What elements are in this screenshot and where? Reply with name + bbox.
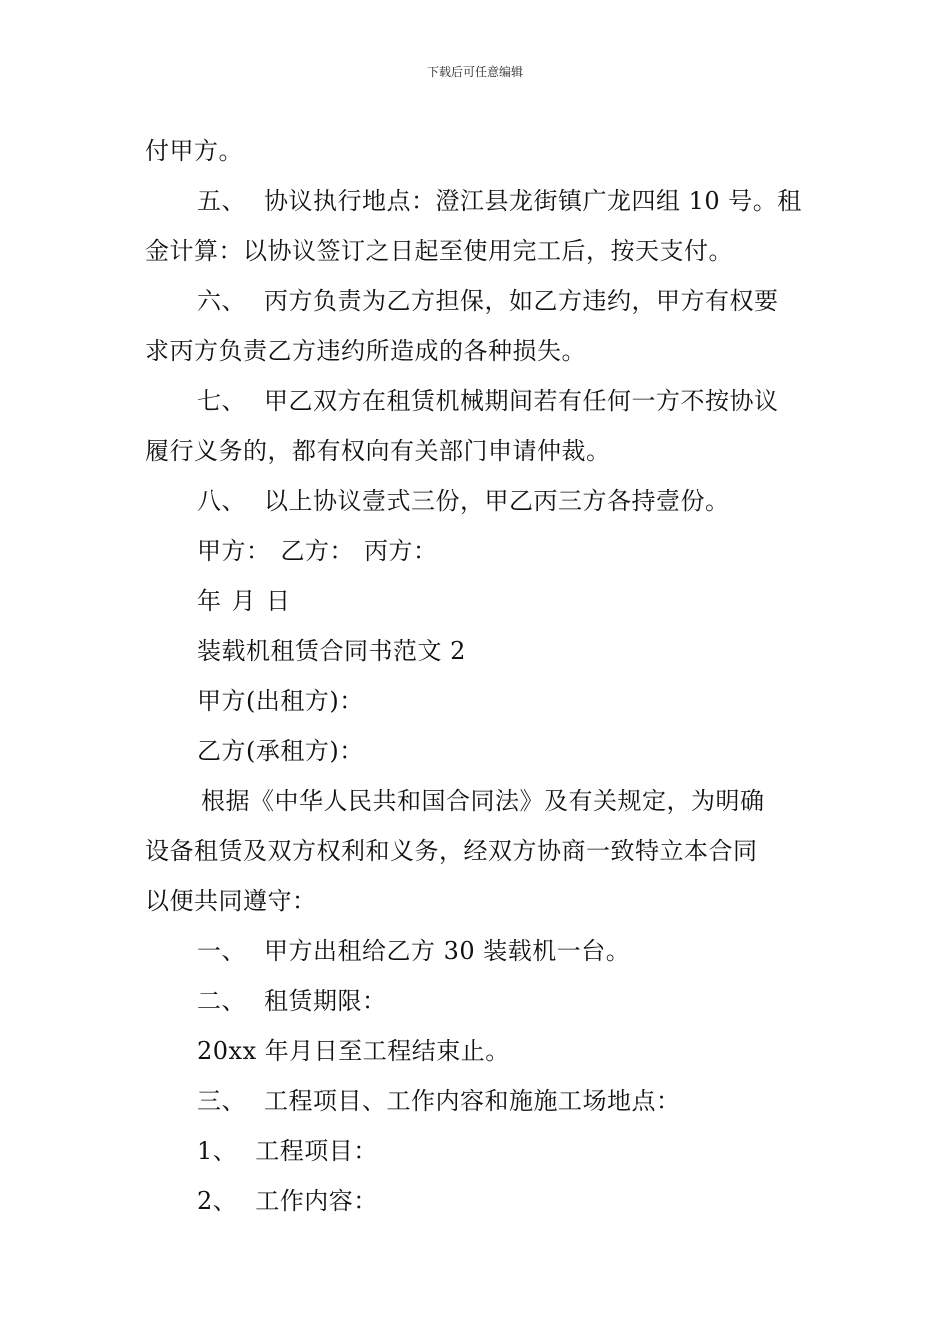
page-header: 下载后可任意编辑: [426, 65, 523, 79]
clause-number: 一、: [197, 937, 246, 965]
clause-6-line-2: 求丙方负责乙方违约所造成的各种损失。: [145, 337, 586, 365]
sub-item-1: [145, 1126, 810, 1176]
date-line: [145, 576, 810, 626]
clause-text: 甲乙双方在租赁机械期间若有任何一方不按协议: [264, 387, 779, 415]
clause-text: 工程项目、工作内容和施施工场地点：: [264, 1087, 681, 1115]
sub-item-number: 1、: [197, 1137, 238, 1165]
signature-party-b: 乙方：: [280, 537, 354, 565]
clause-7-line-1: [145, 376, 810, 426]
signature-line: [145, 526, 810, 576]
date-month: 月: [231, 587, 256, 615]
clause-text: 丙方负责为乙方担保，如乙方违约，甲方有权要: [264, 287, 779, 315]
contract-clause-2: [145, 976, 810, 1026]
section-title: 装载机租赁合同书范文 2: [197, 637, 466, 665]
signature-party-a: 甲方：: [197, 537, 271, 565]
clause-number: 二、: [197, 987, 246, 1015]
clause-number: 八、: [197, 487, 246, 515]
clause-5-line-1: [145, 176, 810, 226]
clause-6-line-1: [145, 276, 810, 326]
intro-line-3: 以便共同遵守：: [145, 887, 317, 915]
lease-period-detail: 20xx 年月日至工程结束止。: [197, 1037, 510, 1065]
intro-line-2: 设备租赁及双方权利和义务，经双方协商一致特立本合同: [145, 837, 758, 865]
date-year: 年: [197, 587, 222, 615]
party-a-label: 甲方(出租方)：: [197, 687, 364, 715]
signature-party-c: 丙方：: [364, 537, 438, 565]
clause-text: 甲方出租给乙方 30 装载机一台。: [264, 937, 631, 965]
party-b-label: 乙方(承租方)：: [197, 737, 364, 765]
intro-line-1: 根据《中华人民共和国合同法》及有关规定，为明确: [201, 787, 765, 815]
clause-5-line-2: 金计算：以协议签订之日起至使用完工后，按天支付。: [145, 237, 733, 265]
paragraph-line: 付甲方。: [145, 137, 243, 165]
sub-item-text: 工作内容：: [255, 1187, 378, 1215]
clause-number: 五、: [197, 187, 246, 215]
sub-item-number: 2、: [197, 1187, 238, 1215]
contract-clause-1: [145, 926, 810, 976]
document-body: [145, 126, 810, 1226]
clause-8-line-1: [145, 476, 810, 526]
clause-number: 三、: [197, 1087, 246, 1115]
clause-text: 协议执行地点：澄江县龙街镇广龙四组 10 号。租: [264, 187, 802, 215]
date-day: 日: [266, 587, 291, 615]
clause-text: 租赁期限：: [264, 987, 387, 1015]
clause-number: 六、: [197, 287, 246, 315]
clause-7-line-2: 履行义务的，都有权向有关部门申请仲裁。: [145, 437, 611, 465]
clause-number: 七、: [197, 387, 246, 415]
clause-text: 以上协议壹式三份，甲乙丙三方各持壹份。: [264, 487, 730, 515]
sub-item-2: [145, 1176, 810, 1226]
contract-clause-3: [145, 1076, 810, 1126]
sub-item-text: 工程项目：: [255, 1137, 378, 1165]
